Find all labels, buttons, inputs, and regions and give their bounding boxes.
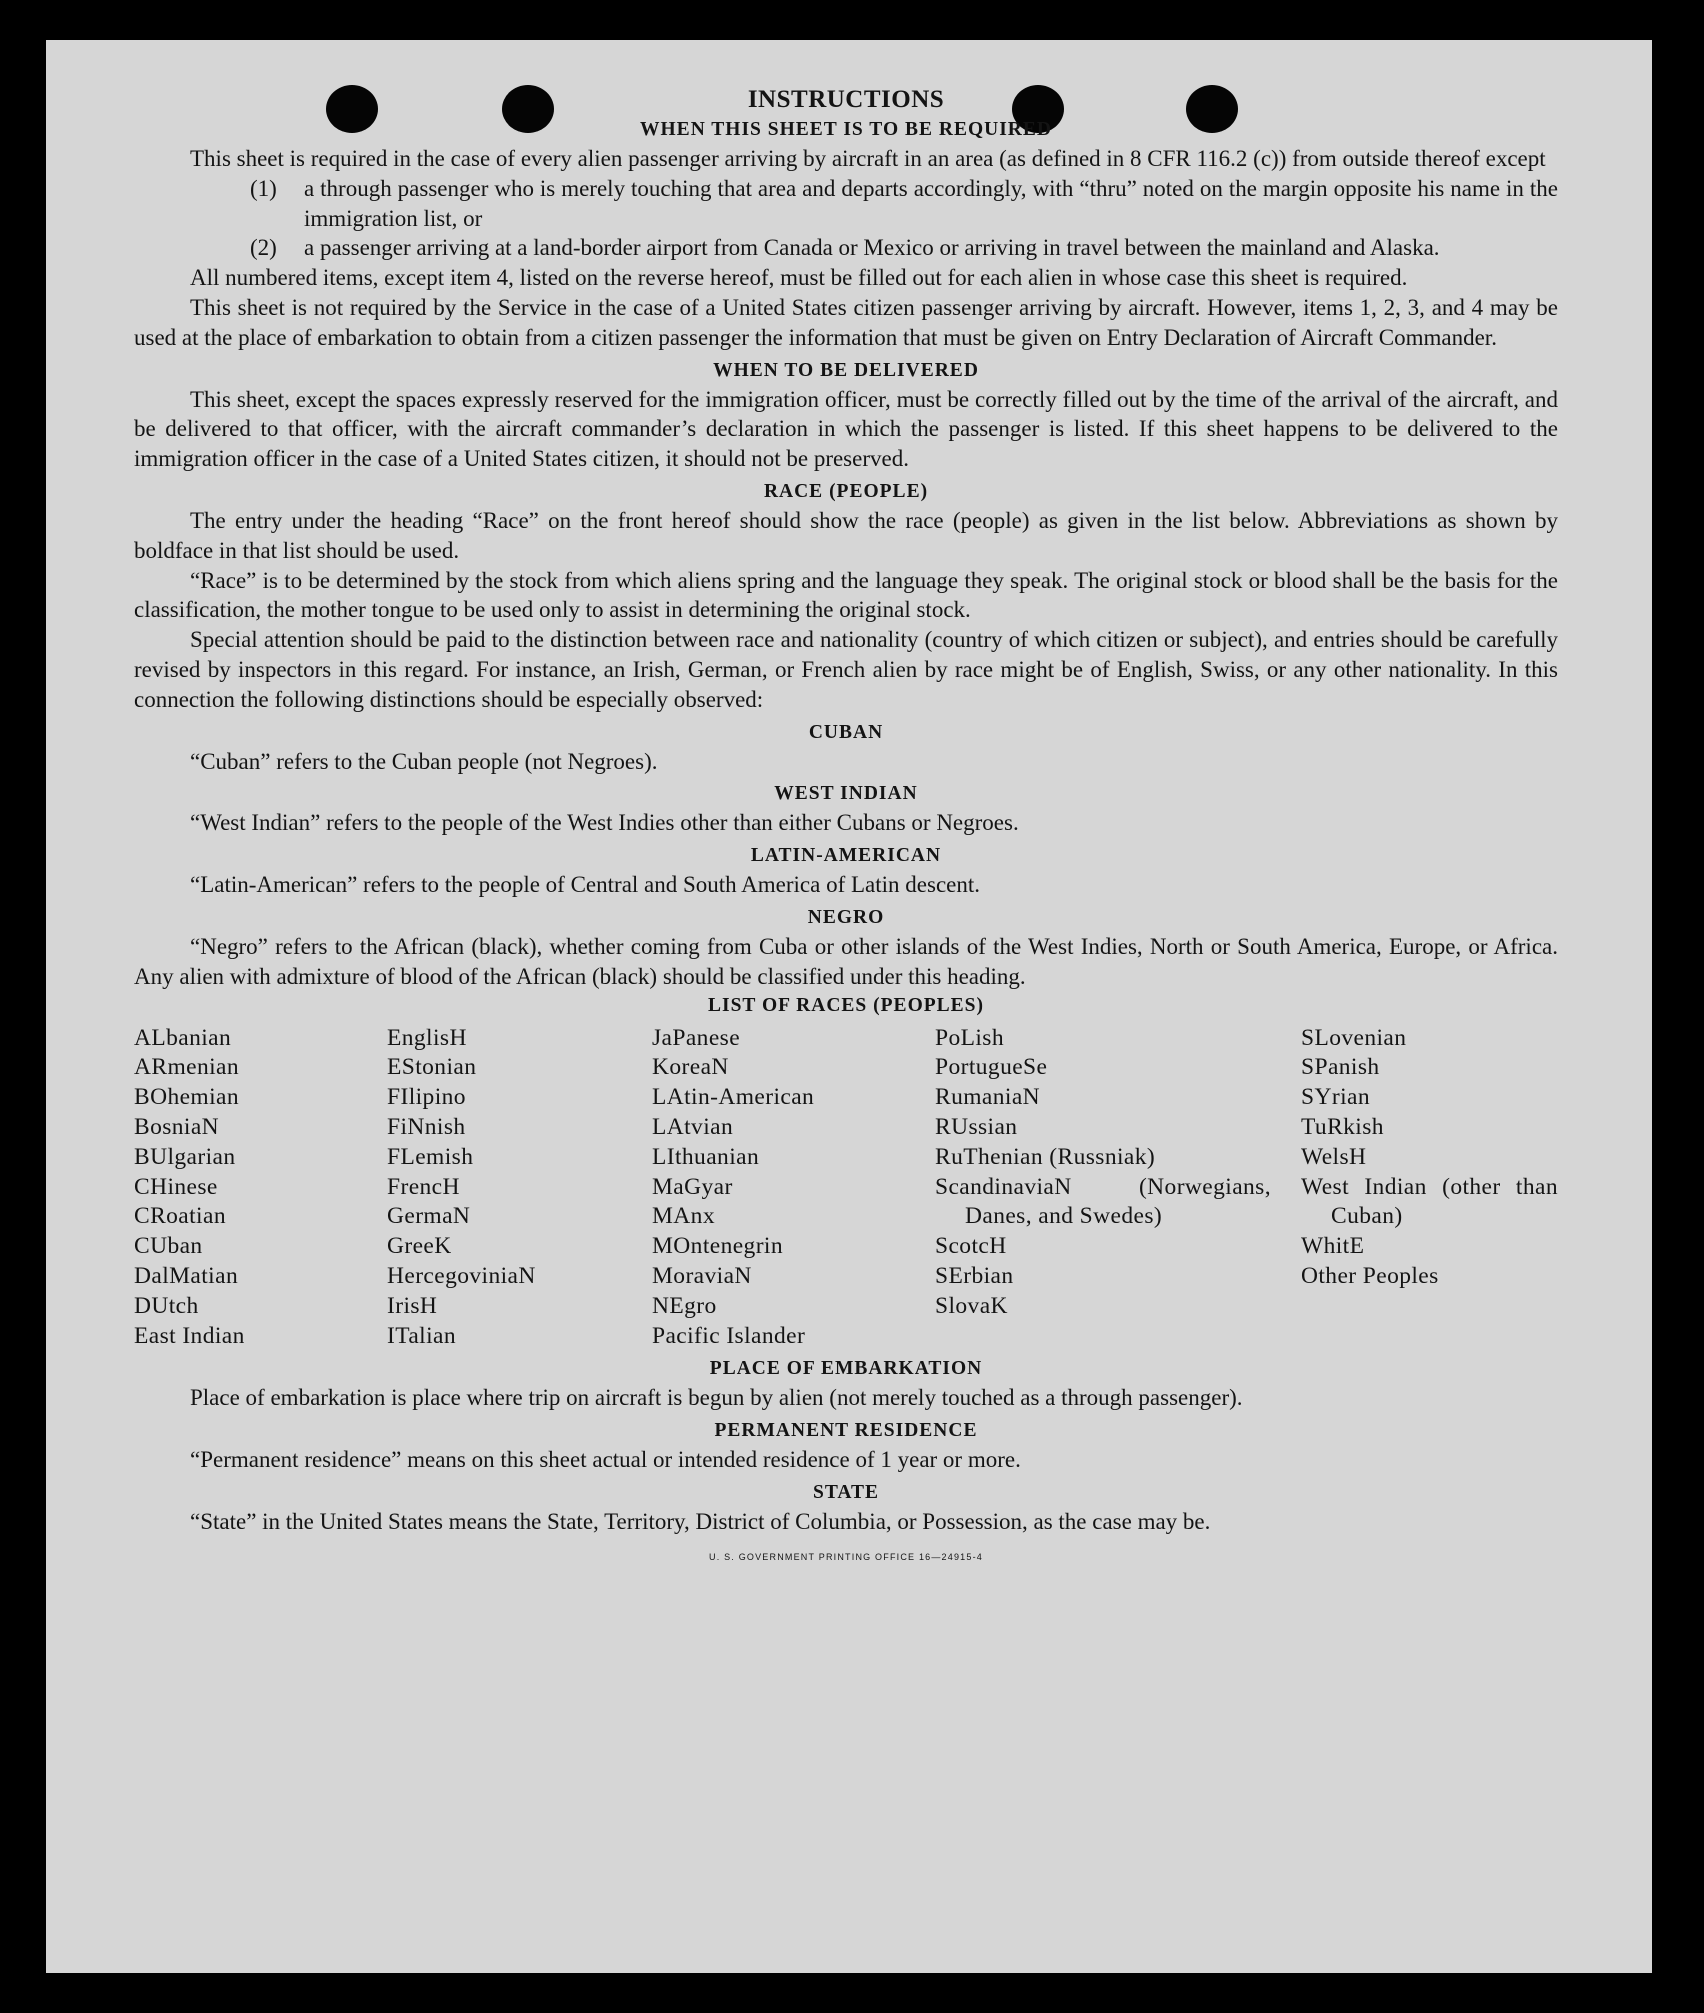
race-item: FIlipino	[387, 1084, 466, 1111]
race-item: EnglisH	[387, 1024, 467, 1051]
section-heading: CUBAN	[808, 721, 884, 743]
race-item: HercegoviniaN	[387, 1262, 536, 1289]
section-heading: PERMANENT RESIDENCE	[714, 1420, 978, 1442]
race-item: ITalian	[387, 1322, 457, 1349]
race-item: LIthuanian	[652, 1143, 760, 1170]
race-item: SPanish	[1301, 1054, 1380, 1081]
section-heading: NEGRO	[807, 906, 885, 928]
race-item: RuThenian (Russniak)	[935, 1143, 1156, 1170]
race-item: NEgro	[652, 1292, 717, 1319]
race-column	[134, 1024, 387, 1352]
paragraph: “Cuban” refers to the Cuban people (not Negroes).	[190, 748, 658, 774]
race-item: West Indian (other than Cuban)	[1301, 1173, 1558, 1230]
section-heading: RACE (PEOPLE)	[763, 480, 929, 502]
item-number: (2)	[250, 235, 277, 261]
item-text: a through passenger who is merely touching that area and departs accordingly, with “thru” noted on the margin opposite his name in the immigration list, or	[304, 175, 1558, 231]
paragraph: “Latin-American” refers to the people of Central and South America of Latin descent.	[190, 872, 980, 898]
race-column	[387, 1024, 652, 1352]
race-item: Other Peoples	[1301, 1262, 1439, 1289]
race-item: JaPanese	[652, 1024, 741, 1051]
race-item: GreeK	[387, 1233, 452, 1260]
paragraph: “Negro” refers to the African (black), whether coming from Cuba or other islands of the West Indies, North or South America, Europe, or Africa. Any alien with admixture of blood of the African (black) should be classified under this heading.	[134, 933, 1558, 989]
race-item: TuRkish	[1301, 1113, 1384, 1140]
paragraph: This sheet is not required by the Service in the case of a United States citizen passenger arriving by aircraft. However, items 1, 2, 3, and 4 may be used at the place of embarkation to obtain from a citizen passenger the information that must be given on Entry Declaration of Aircraft Commander.	[134, 294, 1558, 350]
race-item: RUssian	[935, 1113, 1018, 1140]
race-item: East Indian	[134, 1322, 245, 1349]
race-item: CHinese	[134, 1173, 218, 1200]
page-title: INSTRUCTIONS	[747, 86, 945, 113]
race-item: WelsH	[1301, 1143, 1367, 1170]
race-item: Pacific Islander	[652, 1322, 806, 1349]
paragraph: “Race” is to be determined by the stock from which aliens spring and the language they speak. The original stock or blood shall be the basis for the classification, the mother tongue to be used only to assist in determining the original stock.	[134, 567, 1558, 623]
race-item: SlovaK	[935, 1292, 1008, 1319]
race-item: PoLish	[935, 1024, 1004, 1051]
race-item: RumaniaN	[935, 1084, 1041, 1111]
race-item: CRoatian	[134, 1203, 226, 1230]
race-item: MoraviaN	[652, 1262, 752, 1289]
numbered-item	[134, 233, 1558, 263]
race-item: PortugueSe	[935, 1054, 1048, 1081]
race-item: FLemish	[387, 1143, 474, 1170]
instructions-content	[134, 84, 1558, 1572]
section-heading: LIST OF RACES (PEOPLES)	[707, 994, 984, 1016]
race-item: MOntenegrin	[652, 1233, 784, 1260]
race-item: MAnx	[652, 1203, 715, 1230]
race-item: LAtvian	[652, 1113, 734, 1140]
race-item: CUban	[134, 1233, 203, 1260]
form-sheet	[46, 40, 1652, 1973]
race-item: BosniaN	[134, 1113, 220, 1140]
race-item: FiNnish	[387, 1113, 466, 1140]
section-heading: WHEN THIS SHEET IS TO BE REQUIRED	[640, 119, 1052, 140]
race-item: DalMatian	[134, 1262, 239, 1289]
race-item: BUlgarian	[134, 1143, 236, 1170]
section-heading: LATIN-AMERICAN	[750, 845, 942, 867]
race-column	[935, 1024, 1301, 1352]
paragraph: “West Indian” refers to the people of the West Indies other than either Cubans or Negroes.	[190, 810, 1019, 836]
paragraph: This sheet, except the spaces expressly reserved for the immigration officer, must be correctly filled out by the time of the arrival of the aircraft, and be delivered to that officer, with the aircraft commander’s declaration in which the passenger is listed. If this sheet happens to be delivered to the immigration officer in the case of a United States citizen, it should not be preserved.	[134, 386, 1558, 472]
paragraph: Special attention should be paid to the distinction between race and nationality (country of which citizen or subject), and entries should be carefully revised by inspectors in this regard. For instance, an Irish, German, or French alien by race might be of English, Swiss, or any other nationality. In this connection the following distinctions should be especially observed:	[134, 627, 1558, 712]
race-item: WhitE	[1301, 1233, 1365, 1260]
item-text: a passenger arriving at a land-border airport from Canada or Mexico or arriving in travel between the mainland and Alaska.	[304, 235, 1440, 261]
race-item: ScandinaviaN (Norwegians, Danes, and Swedes)	[935, 1173, 1271, 1230]
paragraph: The entry under the heading “Race” on the front hereof should show the race (people) as given in the list below. Abbreviations as shown by boldface in that list should be used.	[134, 507, 1558, 563]
race-item: DUtch	[134, 1292, 199, 1319]
numbered-item	[134, 174, 1558, 234]
paragraph: This sheet is required in the case of every alien passenger arriving by aircraft in an area (as defined in 8 CFR 116.2 (c)) from outside thereof except	[190, 146, 1546, 171]
race-item: IrisH	[387, 1292, 438, 1319]
race-item: GermaN	[387, 1203, 471, 1230]
race-item: ARmenian	[134, 1054, 240, 1081]
race-item: KoreaN	[652, 1054, 729, 1081]
paragraph: Place of embarkation is place where trip on aircraft is begun by alien (not merely touched as a through passenger).	[190, 1385, 1243, 1411]
race-item: BOhemian	[134, 1084, 240, 1111]
race-item: LAtin-American	[652, 1084, 815, 1111]
paragraph: “State” in the United States means the State, Territory, District of Columbia, or Possession, as the case may be.	[190, 1508, 1211, 1534]
race-item: SYrian	[1301, 1084, 1370, 1111]
section-heading: STATE	[812, 1481, 880, 1503]
race-column	[652, 1024, 935, 1352]
race-item: SLovenian	[1301, 1024, 1407, 1051]
race-column	[1301, 1024, 1558, 1352]
race-item: EStonian	[387, 1054, 477, 1081]
section-heading: WEST INDIAN	[774, 783, 918, 805]
race-item: ALbanian	[134, 1024, 232, 1051]
race-item: ScotcH	[935, 1233, 1007, 1260]
race-item: SErbian	[935, 1262, 1014, 1289]
printer-imprint: U. S. GOVERNMENT PRINTING OFFICE 16—24915-4	[709, 1551, 983, 1562]
section-heading: WHEN TO BE DELIVERED	[713, 359, 979, 381]
paragraph: All numbered items, except item 4, listed on the reverse hereof, must be filled out for each alien in whose case this sheet is required.	[190, 265, 1408, 291]
race-list	[134, 1024, 1558, 1352]
section-heading: PLACE OF EMBARKATION	[709, 1358, 983, 1380]
race-item: FrencH	[387, 1173, 460, 1200]
race-item: MaGyar	[652, 1173, 733, 1200]
paragraph: “Permanent residence” means on this sheet actual or intended residence of 1 year or more.	[190, 1447, 1021, 1473]
item-number: (1)	[250, 175, 277, 201]
